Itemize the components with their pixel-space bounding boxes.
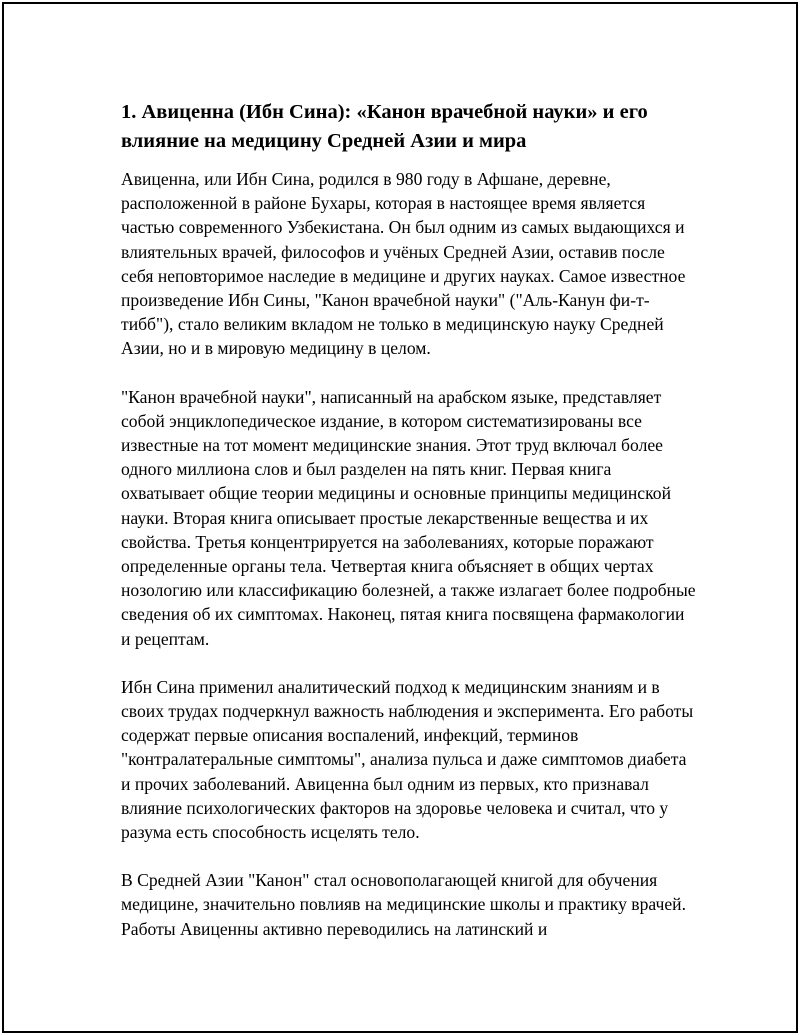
document-page (2, 2, 798, 1033)
section-heading: 1. Авиценна (Ибн Сина): «Канон врачебной науки» и его влияние на медицину Средней Азии и мира (121, 101, 648, 152)
paragraph-central-asia-influence: В Средней Азии "Канон" стал основополагающей книгой для обучения медицине, значительно повлияв на медицинские школы и практику врачей. Работы Авиценны активно переводились на латинский и (121, 870, 686, 939)
paragraph-analytical-approach: Ибн Сина применил аналитический подход к медицинским знаниям и в своих трудах подчеркнул важность наблюдения и эксперимента. Его работы содержат первые описания воспалений, инфекций, терминов "контралатеральные симптомы", анализа пульса и даже симптомов диабета и прочих заболеваний. Авиценна был одним из первых, кто признавал влияние психологических факторов на здоровье человека и считал, что у разума есть способность исцелять тело. (121, 676, 694, 843)
paragraph-canon-structure: "Канон врачебной науки", написанный на арабском языке, представляет собой энциклопедическое издание, в котором систематизированы все известные на тот момент медицинские знания. Этот труд включал более одного миллиона слов и был разделен на пять книг. Первая книга охватывает общие теории медицины и основные принципы медицинской науки. Вторая книга описывает простые лекарственные вещества и их свойства. Третья концентрируется на заболеваниях, которые поражают определенные органы тела. Четвертая книга объясняет в общих чертах нозологию или классификацию болезней, а также излагает более подробные сведения об их симптомах. Наконец, пятая книга посвящена фармакологии и рецептам. (121, 386, 696, 649)
paragraph-birth: Авиценна, или Ибн Сина, родился в 980 году в Афшане, деревне, расположенной в районе Бухары, которая в настоящее время является частью современного Узбекистана. Он был одним из самых выдающихся и влиятельных врачей, философов и учёных Средней Азии, оставив после себя неповторимое наследие в медицине и других науках. Самое известное произведение Ибн Сины, "Канон врачебной науки" ("Аль-Канун фи-т-тибб"), стало великим вкладом не только в медицинскую науку Средней Азии, но и в мировую медицину в целом. (121, 169, 686, 359)
document-content (121, 98, 696, 965)
